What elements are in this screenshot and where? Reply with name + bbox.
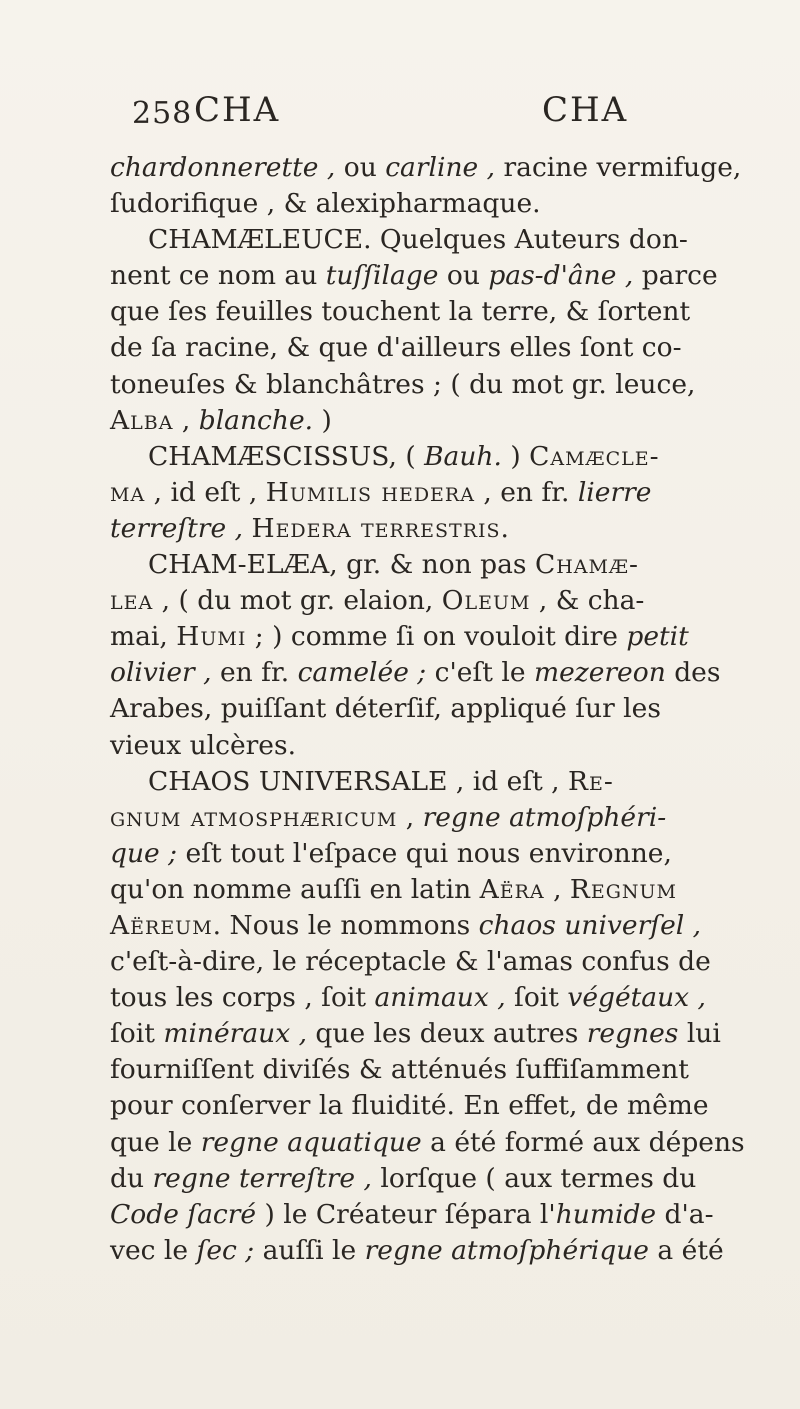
text-run: ; ) comme ſi on vouloit dire (246, 621, 627, 653)
text-line (110, 258, 718, 294)
text-line (110, 186, 700, 222)
text-run: ) (313, 404, 332, 436)
italic-run: regne atmoſphérique (364, 1234, 649, 1266)
text-run: pour conſerver la fluidité. En effet, de même (110, 1090, 709, 1122)
text-run: racine vermifuge, (495, 152, 742, 183)
small-caps-run: Humilis hedera (265, 476, 475, 508)
small-caps-run: Humi (176, 621, 247, 653)
text-run: du (110, 1162, 153, 1194)
text-run: lui (678, 1018, 721, 1050)
italic-run: , (326, 152, 336, 183)
text-run: a été (649, 1234, 724, 1266)
italic-run: ſec ; (196, 1234, 255, 1266)
italic-run: petit (626, 621, 689, 653)
italic-run: que ; (110, 837, 178, 869)
text-run: que ſes feuilles touchent la terre, & ſortent (110, 296, 691, 328)
text-run: , (173, 404, 199, 436)
text-run: Arabes, puiſſant déterſif, appliqué ſur les (110, 693, 661, 725)
text-line (110, 619, 700, 655)
text-line (110, 403, 700, 439)
italic-run: Code ſacré (110, 1198, 257, 1230)
italic-run: camelée ; (297, 657, 427, 689)
italic-run: olivier , (110, 657, 212, 689)
text-line (110, 583, 700, 619)
small-caps-run: gnum atmosphæricum (110, 801, 398, 833)
small-caps-run: Oleum (441, 585, 531, 617)
text-run: CHAMÆLEUCE. Quelques Auteurs don- (148, 224, 688, 256)
small-caps-run: Alba (110, 404, 174, 436)
page-header (132, 90, 692, 140)
text-run: eſt tout l'eſpace qui nous environne, (177, 837, 672, 869)
text-run: ſoit (110, 1018, 164, 1050)
text-run (318, 152, 326, 183)
text-run: toneuſes & blanchâtres ; ( du mot gr. leuce, (110, 368, 696, 400)
italic-run: animaux , (374, 982, 506, 1014)
text-line (110, 764, 700, 800)
text-run: , id eſt , (145, 476, 266, 508)
italic-run: pas-d'âne , (488, 260, 634, 292)
text-run: de ſa racine, & que d'ailleurs elles ſont co- (110, 332, 682, 364)
text-line (110, 1125, 745, 1161)
text-line (110, 1088, 709, 1124)
small-caps-run: Aëra (479, 873, 545, 905)
small-caps-run: Hedera terrestris. (251, 512, 510, 544)
body-text (110, 150, 745, 1269)
small-caps-run: Chamæ- (534, 549, 639, 581)
text-run: vieux ulcères. (110, 729, 297, 761)
text-run: , & cha- (530, 585, 645, 617)
italic-run: lierre (577, 476, 652, 508)
text-run: en fr. (211, 657, 298, 689)
text-run: que les deux autres (307, 1018, 587, 1050)
text-line (110, 1161, 700, 1197)
small-caps-run: Regnum (569, 873, 678, 905)
text-line (110, 330, 700, 366)
italic-run: chaos univerſel , (478, 909, 702, 941)
text-run: qu'on nomme auſſi en latin (110, 873, 480, 905)
text-run: , (544, 873, 570, 905)
running-head-right: CHA (542, 90, 629, 130)
italic-run: mezereon (533, 657, 666, 689)
small-caps-run: Re- (568, 765, 614, 797)
text-line (110, 547, 700, 583)
text-line (110, 1197, 714, 1233)
text-run: vec le (110, 1234, 197, 1266)
text-run: ſoit (505, 982, 568, 1014)
text-run: . Nous le nommons (212, 909, 479, 941)
text-line (110, 728, 700, 764)
text-run: des (665, 657, 721, 689)
text-line (110, 691, 700, 727)
text-run: mai, (110, 621, 177, 653)
small-caps-run: lea (110, 585, 154, 617)
text-run: parce (633, 260, 718, 292)
text-run: auſſi le (254, 1234, 365, 1266)
text-line (110, 150, 742, 186)
text-run: ) (501, 440, 530, 472)
text-run: fourniſſent diviſés & atténués ſuffiſamment (110, 1054, 689, 1086)
text-line (110, 800, 700, 836)
text-line (110, 222, 700, 258)
text-line (110, 1233, 724, 1269)
italic-run: minéraux , (163, 1018, 307, 1050)
italic-run: chardonnerette (110, 152, 319, 183)
text-line (110, 1052, 700, 1088)
text-line (110, 944, 711, 980)
italic-run: carline , (385, 152, 496, 183)
text-run: lorſque ( aux termes du (371, 1162, 697, 1194)
running-head-left: CHA (194, 90, 281, 130)
text-line (110, 511, 700, 547)
text-line (110, 836, 700, 872)
page-number: 258 (132, 96, 193, 131)
text-run: que le (110, 1126, 201, 1158)
small-caps-run: Aëreum (110, 909, 213, 941)
text-run: CHAMÆSCISSUS, ( (148, 440, 425, 472)
text-run: , (397, 801, 423, 833)
italic-run: regne terreſtre , (152, 1162, 372, 1194)
italic-run: tuſſilage (325, 260, 439, 292)
text-line (110, 1016, 721, 1052)
text-run: c'eſt le (426, 657, 534, 689)
small-caps-run: Camæcle- (529, 440, 660, 472)
text-run: tous les corps , ſoit (110, 982, 375, 1014)
italic-run: blanche. (198, 404, 314, 436)
small-caps-run: ma (110, 476, 146, 508)
text-run: , ( du mot gr. elaion, (153, 585, 442, 617)
text-run: nent ce nom au (110, 260, 326, 292)
text-run: ſudorifique , & alexipharmaque. (110, 188, 541, 220)
italic-run: terreſtre , (110, 512, 244, 544)
text-run: c'eſt-à-dire, le réceptacle & l'amas confus de (110, 946, 711, 978)
text-run: CHAOS UNIVERSALE , id eſt , (148, 765, 569, 797)
italic-run: humide (555, 1198, 657, 1230)
text-run: ou (335, 152, 386, 183)
text-line (110, 294, 700, 330)
text-run: , en fr. (474, 476, 578, 508)
text-line (110, 367, 700, 403)
text-line (110, 439, 700, 475)
text-line (110, 655, 721, 691)
text-run: ou (438, 260, 489, 292)
text-line (110, 908, 700, 944)
text-run: a été formé aux dépens (421, 1126, 745, 1158)
text-run: ) le Créateur ſépara l' (256, 1198, 556, 1230)
italic-run: regnes (586, 1018, 679, 1050)
italic-run: Bauh. (424, 440, 502, 472)
italic-run: regne aquatique (200, 1126, 422, 1158)
italic-run: regne atmoſphéri- (422, 801, 667, 833)
text-line (110, 475, 700, 511)
text-line (110, 872, 700, 908)
text-run: d'a- (656, 1198, 714, 1230)
text-line (110, 980, 706, 1016)
italic-run: végétaux , (567, 982, 706, 1014)
text-run: CHAM-ELÆA, gr. & non pas (148, 549, 535, 581)
